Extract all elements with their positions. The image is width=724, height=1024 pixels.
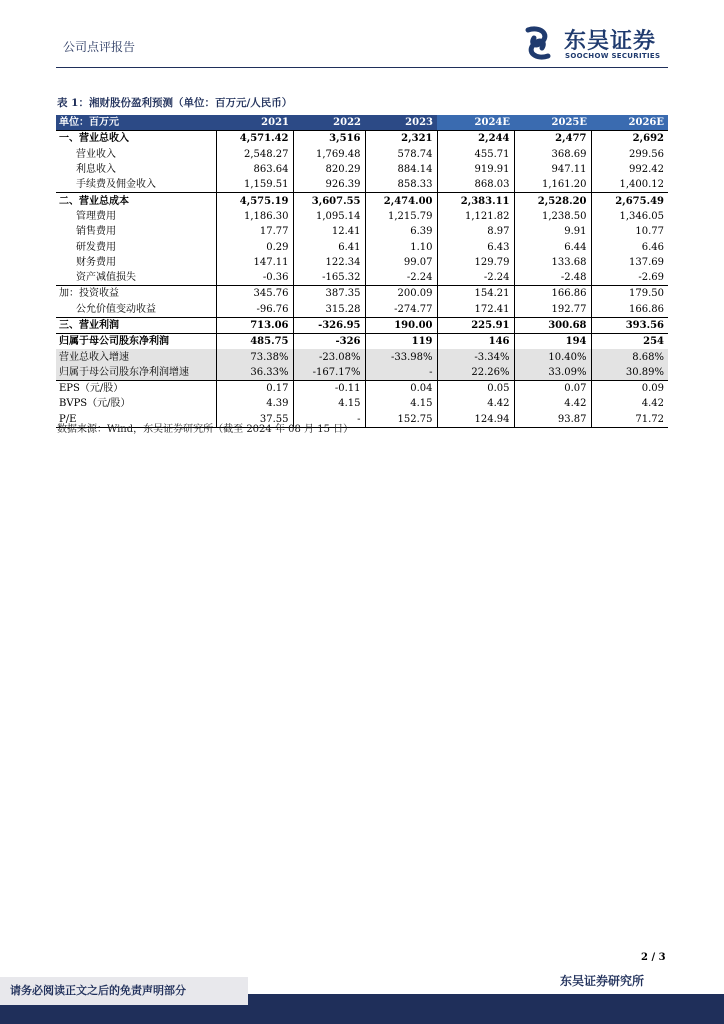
row-value: 3,607.55 [293,193,365,209]
row-value: 300.68 [514,317,591,333]
row-value: 1,769.48 [293,147,365,162]
row-value: 166.86 [629,303,664,315]
row-value: 8.97 [437,224,514,239]
row-value: 1,238.50 [514,209,591,224]
row-value: 947.11 [514,162,591,177]
page-number: 2 / 3 [641,952,666,963]
row-value: 1,095.14 [293,209,365,224]
forecast-table [56,115,668,428]
row-value: 858.33 [365,177,437,193]
row-value: 0.09 [591,381,668,397]
row-value: - [365,365,437,381]
row-value: 1,400.12 [619,179,664,191]
row-value: 152.75 [365,412,437,428]
company-logo [520,24,680,64]
row-value: 166.86 [514,286,591,302]
logo-name: 东吴证券 [564,29,657,54]
row-value: 129.79 [437,255,514,270]
row-label: 财务费用 [56,255,216,270]
row-value: 2,548.27 [216,147,293,162]
row-value: 4.42 [641,398,664,410]
row-value: 200.09 [365,286,437,302]
table-row [56,224,668,239]
header-year-estimate: 2026E [591,115,668,131]
row-label: 手续费及佣金收入 [56,177,216,193]
table-row [56,349,668,364]
row-value: 73.38% [216,349,293,364]
table-row [56,209,668,224]
table-title: 表 1：湘财股份盈利预测（单位：百万元/人民币） [57,97,293,109]
row-value: -326.95 [293,317,365,333]
row-label: 营业收入 [56,147,216,162]
row-value: 122.34 [293,255,365,270]
row-value: 368.69 [514,147,591,162]
row-label: P/E [56,412,216,428]
row-value: 3,516 [293,131,365,147]
row-value: -0.11 [293,381,365,397]
table-row [56,193,668,209]
row-value: 146 [437,334,514,350]
row-label: 利息收入 [56,162,216,177]
row-value: 387.35 [293,286,365,302]
header-year: 2022 [293,115,365,131]
row-value: -2.48 [514,270,591,286]
row-value: - [293,412,365,428]
row-value: 863.64 [216,162,293,177]
row-value: 6.46 [641,241,664,253]
row-label: 研发费用 [56,239,216,254]
row-value: -165.32 [293,270,365,286]
row-value: 2,528.20 [514,193,591,209]
row-value: 71.72 [635,413,664,425]
table-row [56,131,668,147]
disclaimer-note: 请务必阅读正文之后的免责声明部分 [0,977,248,1005]
header-year: 2021 [216,115,293,131]
row-value: 6.43 [437,239,514,254]
header-unit: 单位：百万元 [56,115,216,131]
row-value: 22.26% [437,365,514,381]
row-value: 299.56 [629,148,664,160]
table-row [56,334,668,350]
row-value: 93.87 [514,412,591,428]
row-value: 919.91 [437,162,514,177]
row-value: 884.14 [365,162,437,177]
report-type-label: 公司点评报告 [63,40,136,54]
row-value: 4.42 [514,396,591,411]
row-value: 37.55 [216,412,293,428]
row-value: 137.69 [629,256,664,268]
row-value: 2,474.00 [365,193,437,209]
row-value: 6.41 [293,239,365,254]
row-value: 33.09% [514,365,591,381]
row-value: -3.34% [437,349,514,364]
row-label: 一、营业总收入 [56,131,216,147]
table-row [56,239,668,254]
row-label: EPS（元/股） [56,381,216,397]
row-value: 4.15 [365,396,437,411]
row-value: 133.68 [514,255,591,270]
table-row [56,302,668,318]
row-value: 2,692 [591,131,668,147]
row-value: 4,571.42 [216,131,293,147]
row-value: 0.17 [216,381,293,397]
soochow-logo-icon [520,26,556,60]
row-label: 公允价值变动收益 [56,302,216,318]
table-row [56,270,668,286]
row-value: 485.75 [216,334,293,350]
table-header-row [56,115,668,131]
row-value: -326 [293,334,365,350]
row-value: 0.29 [216,239,293,254]
table-row [56,365,668,381]
row-value: 713.06 [216,317,293,333]
row-value: 0.07 [514,381,591,397]
row-value: -96.76 [216,302,293,318]
row-value: 6.39 [365,224,437,239]
row-value: 9.91 [514,224,591,239]
row-value: 172.41 [437,302,514,318]
row-label: 销售费用 [56,224,216,239]
row-value: 254 [591,334,668,350]
row-value: 455.71 [437,147,514,162]
row-value: 4.42 [437,396,514,411]
row-value: 6.44 [514,239,591,254]
table-row [56,255,668,270]
row-value: 12.41 [293,224,365,239]
row-value: -2.69 [638,272,664,284]
row-label: 资产减值损失 [56,270,216,286]
row-value: 578.74 [365,147,437,162]
row-value: 99.07 [365,255,437,270]
institute-name: 东吴证券研究所 [560,974,645,988]
row-value: 315.28 [293,302,365,318]
row-value: -167.17% [293,365,365,381]
row-label: 加：投资收益 [56,286,216,302]
row-value: 2,321 [365,131,437,147]
row-label: 二、营业总成本 [56,193,216,209]
row-label: 营业总收入增速 [56,349,216,364]
row-label: BVPS（元/股） [56,396,216,411]
row-value: 10.40% [514,349,591,364]
logo-subtitle: SOOCHOW SECURITIES [565,52,661,60]
row-value: 0.04 [365,381,437,397]
source-note: 数据来源：Wind，东吴证券研究所（截至 2024 年 08 月 15 日） [57,424,354,435]
row-value: 4.39 [216,396,293,411]
row-value: 124.94 [437,412,514,428]
row-value: 1,186.30 [216,209,293,224]
row-value: 820.29 [293,162,365,177]
row-value: 2,383.11 [437,193,514,209]
row-value: 0.05 [437,381,514,397]
row-value: 4.15 [293,396,365,411]
row-value: 992.42 [629,164,664,176]
row-value: 190.00 [365,317,437,333]
table-row [56,177,668,193]
header-year-estimate: 2025E [514,115,591,131]
row-value: 194 [514,334,591,350]
row-value: -2.24 [437,270,514,286]
row-value: 868.03 [437,177,514,193]
row-value: -0.36 [216,270,293,286]
row-value: 2,477 [514,131,591,147]
row-value: 926.39 [293,177,365,193]
table-row [56,162,668,177]
row-value: 2,675.49 [591,193,668,209]
row-value: 345.76 [216,286,293,302]
header-year: 2023 [365,115,437,131]
row-label: 三、营业利润 [56,317,216,333]
row-value: 1.10 [365,239,437,254]
row-value: -33.98% [365,349,437,364]
row-value: 2,244 [437,131,514,147]
row-value: -2.24 [365,270,437,286]
row-value: 30.89% [591,365,668,381]
row-value: 1,346.05 [619,210,664,222]
header-year-estimate: 2024E [437,115,514,131]
row-value: 225.91 [437,317,514,333]
row-value: 119 [365,334,437,350]
row-value: 192.77 [514,302,591,318]
table-row [56,147,668,162]
table-row [56,381,668,397]
row-value: -23.08% [293,349,365,364]
row-value: 393.56 [591,317,668,333]
row-value: -274.77 [365,302,437,318]
row-value: 1,159.51 [216,177,293,193]
row-value: 1,121.82 [437,209,514,224]
row-value: 4,575.19 [216,193,293,209]
row-label: 归属于母公司股东净利润增速 [56,365,216,381]
header-divider [56,67,668,68]
row-value: 10.77 [635,226,664,238]
row-value: 147.11 [216,255,293,270]
row-value: 17.77 [216,224,293,239]
row-value: 36.33% [216,365,293,381]
row-value: 154.21 [437,286,514,302]
row-label: 归属于母公司股东净利润 [56,334,216,350]
row-value: 8.68% [591,349,668,364]
row-value: 1,161.20 [514,177,591,193]
row-value: 179.50 [591,286,668,302]
table-row [56,317,668,333]
table-row [56,286,668,302]
row-value: 1,215.79 [365,209,437,224]
row-label: 管理费用 [56,209,216,224]
table-row [56,396,668,411]
